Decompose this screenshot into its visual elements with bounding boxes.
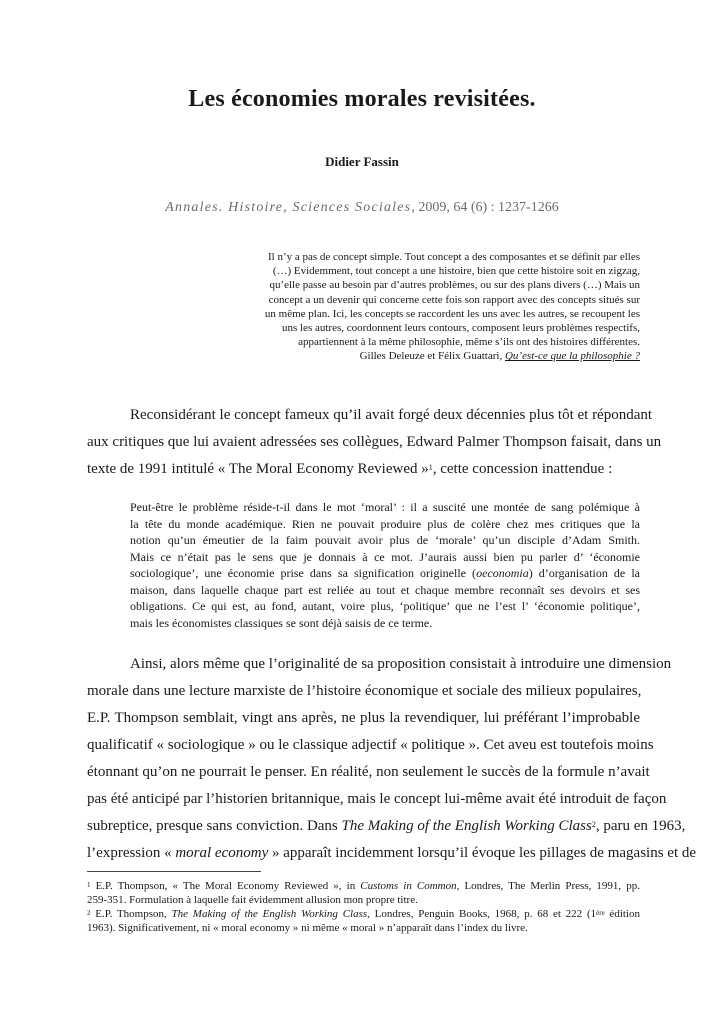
paragraph-line: E.P. Thompson semblait, vingt ans après, ne plus la revendiquer, lui préférant l’improbable (87, 710, 640, 726)
footnote-text: édition (604, 908, 640, 920)
epigraph-source-authors: Gilles Deleuze et Félix Guattari, (359, 350, 505, 363)
paragraph-line: Reconsidérant le concept fameux qu’il avait forgé deux décennies plus tôt et répondant (130, 407, 653, 423)
quote-line: notion qu’un émeutier de la faim pouvait avoir plus de ‘morale’ qu’un disciple d’Adam Smith. (130, 533, 640, 547)
paragraph-text: texte de 1991 intitulé « The Moral Economy Reviewed » (87, 461, 429, 477)
quote-line: obligations. Ce qui est, au fond, autant, voire plus, ‘politique’ que ne l’est l’ ‘économie politique’, (130, 599, 640, 613)
epigraph (228, 250, 640, 364)
term-italic: moral economy (175, 845, 269, 861)
paragraph-text: , paru en 1963, (595, 818, 686, 834)
article-title: Les économies morales revisitées. (188, 86, 536, 112)
epigraph-line: (…) Evidemment, tout concept a une histoire, bien que cette histoire soit en zigzag, (272, 265, 640, 278)
footnote-text: E.P. Thompson, « The Moral Economy Reviewed », in (90, 880, 361, 892)
quote-line: Peut-être le problème réside-t-il dans le mot ‘moral’ : il a suscité une montée de sang polémique à (130, 500, 640, 514)
quote-line (130, 565, 640, 582)
quote-text: ) d’organisation de la (528, 566, 640, 580)
paragraph-line (87, 840, 697, 867)
quote-line: mais les économistes classiques se sont déjà saisis de ce terme. (130, 615, 433, 630)
footnote-text: Londres, Penguin Books, 1968, p. 68 et 222 (1 (369, 908, 597, 920)
footnote-italic: The Making of the English Working Class, (171, 908, 370, 920)
paragraph-line (87, 456, 640, 483)
footnotes (87, 879, 640, 935)
paragraph-line (87, 813, 686, 840)
footnote-text: E.P. Thompson, (90, 908, 172, 920)
quote-line: maison, dans laquelle chaque part est reliée au tout et chaque membre reconnaît ses devoirs et ses (130, 582, 640, 597)
epigraph-line: appartiennent à la même philosophie, même s’ils ont des histoires différentes. (298, 336, 640, 349)
block-quote (130, 499, 640, 631)
epigraph-line: uns les autres, coordonnent leurs contours, composent leurs problèmes respectifs, (281, 322, 640, 335)
quote-line: la tête du monde académique. Rien ne pouvait produire plus de colère chez mes critiques que la (130, 516, 640, 531)
footnote-1-cont: 259-351. Formulation à laquelle fait évidemment allusion mon propre titre. (87, 894, 418, 906)
epigraph-line: qu’elle passe au besoin par d’autres problèmes, ou sur des plans divers (…) Mais un (269, 279, 640, 292)
quote-text: sociologique’, une économie prise dans sa signification originelle ( (130, 566, 477, 580)
footnote-superscript: ère (596, 909, 605, 917)
book-title: The Making of the English Working Class (341, 818, 592, 834)
epigraph-line: concept a un devenir qui concerne cette fois son rapport avec des concepts situés sur (268, 293, 640, 306)
paragraph-line: Ainsi, alors même que l’originalité de sa proposition consistait à introduire une dimension (130, 656, 672, 672)
quote-line: Mais ce n’était pas le sens que je donnais à ce mot. J’aurais aussi bien pu parler d’ ‘économie (130, 549, 640, 564)
body-paragraph-1 (87, 402, 662, 483)
footnote-1 (87, 879, 640, 893)
footnote-2-cont: 1963). Significativement, ni « moral economy » ni même « moral » n’apparaît dans l’index du livre. (87, 922, 528, 934)
paragraph-line: qualificatif « sociologique » ou le classique adjectif « politique ». Cet aveu est toutefois moins (87, 737, 654, 753)
journal-reference: , 2009, 64 (6) : 1237-1266 (411, 200, 559, 215)
journal-citation (0, 200, 724, 216)
paragraph-line: aux critiques que lui avaient adressées ses collègues, Edward Palmer Thompson faisait, dans un (87, 434, 662, 450)
body-paragraph-2 (87, 651, 697, 867)
journal-title: Annales. Histoire, Sciences Sociales (165, 200, 412, 215)
footnote-ref-2[interactable]: 2 (591, 820, 596, 829)
epigraph-line: un même plan. Ici, les concepts se raccordent les uns avec les autres, se recoupent les (264, 307, 640, 320)
footnote-text: , Londres, The Merlin Press, 1991, pp. (456, 880, 640, 892)
paragraph-line: morale dans une lecture marxiste de l’histoire économique et sociale des milieux populaires, (87, 683, 642, 699)
footnote-ref-1[interactable]: 1 (428, 463, 433, 472)
paragraph-text: subreptice, presque sans conviction. Dans (87, 818, 342, 834)
paragraph-text: » apparaît incidemment lorsqu’il évoque les pillages de magasins et de (268, 845, 697, 861)
footnote-2 (87, 907, 640, 921)
footnote-number: 1 (87, 881, 91, 889)
paragraph-line: pas été anticipé par l’historien britannique, mais le concept lui-même avait été introduit de façon (87, 791, 667, 807)
paragraph-text: , cette concession inattendue : (432, 461, 613, 477)
footnote-number: 2 (87, 909, 91, 917)
epigraph-source (228, 349, 640, 363)
author-name: Didier Fassin (325, 154, 399, 169)
epigraph-source-book: Qu’est-ce que la philosophie ? (504, 350, 640, 363)
paragraph-line: étonnant qu’on ne pourrait le penser. En réalité, non seulement le succès de la formule n’avait (87, 764, 650, 780)
quote-italic: oeconomia (476, 566, 529, 580)
footnote-italic: Customs in Common (360, 880, 457, 892)
paragraph-text: l’expression « (87, 845, 176, 861)
epigraph-line: Il n’y a pas de concept simple. Tout concept a des composantes et se définit par elles (268, 251, 640, 263)
footnote-separator (87, 871, 261, 872)
